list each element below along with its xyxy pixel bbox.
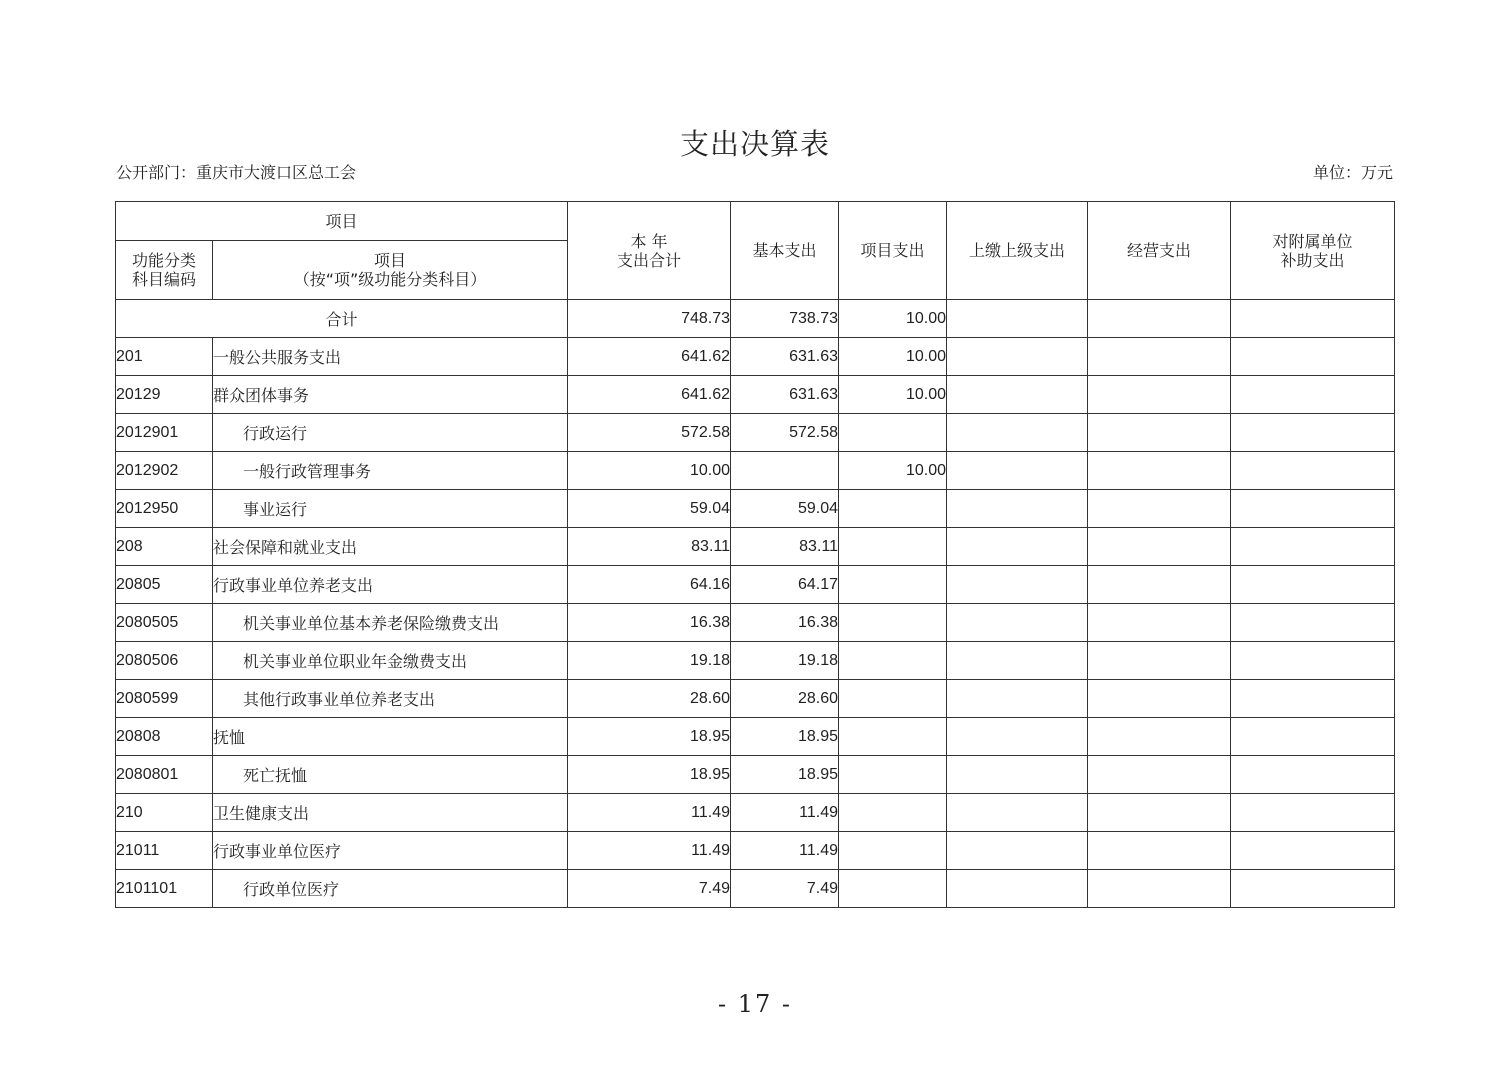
row-business: [1088, 566, 1231, 604]
row-total: 10.00: [568, 452, 731, 490]
row-business: [1088, 452, 1231, 490]
row-business: [1088, 528, 1231, 566]
row-total: 19.18: [568, 642, 731, 680]
row-name: 群众团体事务: [213, 376, 568, 414]
row-business: [1088, 338, 1231, 376]
row-basic: 18.95: [731, 756, 839, 794]
unit-label: 单位：万元: [1312, 163, 1393, 182]
row-code: 2080599: [116, 680, 213, 718]
row-name: 一般公共服务支出: [213, 338, 568, 376]
row-business: [1088, 794, 1231, 832]
row-name: 行政单位医疗: [213, 870, 568, 908]
row-code: 2012901: [116, 414, 213, 452]
row-subsidy: [1231, 870, 1395, 908]
row-code: 21011: [116, 832, 213, 870]
row-code: 2012950: [116, 490, 213, 528]
row-code: 201: [116, 338, 213, 376]
total-project: 10.00: [839, 300, 947, 338]
row-subsidy: [1231, 528, 1395, 566]
row-upper: [947, 756, 1088, 794]
row-name: 机关事业单位职业年金缴费支出: [213, 642, 568, 680]
row-upper: [947, 566, 1088, 604]
row-code: 20129: [116, 376, 213, 414]
row-basic: 19.18: [731, 642, 839, 680]
row-code: 20805: [116, 566, 213, 604]
row-basic: 83.11: [731, 528, 839, 566]
row-project: [839, 756, 947, 794]
row-basic: 631.63: [731, 338, 839, 376]
row-subsidy: [1231, 490, 1395, 528]
row-total: 11.49: [568, 832, 731, 870]
row-subsidy: [1231, 452, 1395, 490]
row-project: [839, 642, 947, 680]
total-upper: [947, 300, 1088, 338]
row-basic: 64.17: [731, 566, 839, 604]
row-name: 行政事业单位医疗: [213, 832, 568, 870]
row-subsidy: [1231, 604, 1395, 642]
row-upper: [947, 642, 1088, 680]
row-code: 2012902: [116, 452, 213, 490]
row-upper: [947, 870, 1088, 908]
department-label: 公开部门：重庆市大渡口区总工会: [116, 163, 357, 182]
row-subsidy: [1231, 718, 1395, 756]
row-project: [839, 680, 947, 718]
table-row: [116, 718, 1395, 756]
table-row: [116, 528, 1395, 566]
row-total: 18.95: [568, 756, 731, 794]
table-row: [116, 794, 1395, 832]
row-project: 10.00: [839, 452, 947, 490]
expenditure-table: [115, 201, 1395, 908]
total-subsidy: [1231, 300, 1395, 338]
row-project: [839, 490, 947, 528]
row-subsidy: [1231, 642, 1395, 680]
header-name: 项目 （按“项”级功能分类科目）: [213, 241, 568, 300]
row-code: 210: [116, 794, 213, 832]
row-project: 10.00: [839, 376, 947, 414]
row-code: 2080801: [116, 756, 213, 794]
row-business: [1088, 376, 1231, 414]
table-row: [116, 604, 1395, 642]
total-basic: 738.73: [731, 300, 839, 338]
row-total: 18.95: [568, 718, 731, 756]
row-subsidy: [1231, 794, 1395, 832]
row-total: 16.38: [568, 604, 731, 642]
row-subsidy: [1231, 832, 1395, 870]
row-project: 10.00: [839, 338, 947, 376]
row-name: 社会保障和就业支出: [213, 528, 568, 566]
row-subsidy: [1231, 414, 1395, 452]
table-row: [116, 756, 1395, 794]
row-code: 2080506: [116, 642, 213, 680]
table-row: [116, 832, 1395, 870]
total-row: [116, 300, 1395, 338]
row-subsidy: [1231, 680, 1395, 718]
total-label: 合计: [116, 300, 568, 338]
row-upper: [947, 490, 1088, 528]
header-total: 本 年 支出合计: [568, 202, 731, 300]
row-basic: 11.49: [731, 794, 839, 832]
row-name: 其他行政事业单位养老支出: [213, 680, 568, 718]
table-row: [116, 680, 1395, 718]
row-project: [839, 528, 947, 566]
header-code: 功能分类 科目编码: [116, 241, 213, 300]
total-business: [1088, 300, 1231, 338]
row-basic: 11.49: [731, 832, 839, 870]
header-business: 经营支出: [1088, 202, 1231, 300]
row-upper: [947, 832, 1088, 870]
row-basic: [731, 452, 839, 490]
row-name: 抚恤: [213, 718, 568, 756]
row-total: 59.04: [568, 490, 731, 528]
row-upper: [947, 718, 1088, 756]
table-row: [116, 338, 1395, 376]
row-business: [1088, 756, 1231, 794]
row-business: [1088, 718, 1231, 756]
row-upper: [947, 794, 1088, 832]
row-name: 死亡抚恤: [213, 756, 568, 794]
total-sum: 748.73: [568, 300, 731, 338]
row-name: 一般行政管理事务: [213, 452, 568, 490]
row-business: [1088, 604, 1231, 642]
row-name: 机关事业单位基本养老保险缴费支出: [213, 604, 568, 642]
row-basic: 631.63: [731, 376, 839, 414]
row-basic: 7.49: [731, 870, 839, 908]
row-subsidy: [1231, 376, 1395, 414]
row-basic: 16.38: [731, 604, 839, 642]
page-title: 支出决算表: [679, 127, 830, 161]
row-upper: [947, 338, 1088, 376]
table-row: [116, 490, 1395, 528]
row-upper: [947, 452, 1088, 490]
row-total: 641.62: [568, 338, 731, 376]
row-name: 卫生健康支出: [213, 794, 568, 832]
table-row: [116, 376, 1395, 414]
row-project: [839, 566, 947, 604]
table-row: [116, 642, 1395, 680]
row-business: [1088, 680, 1231, 718]
header-project: 项目支出: [839, 202, 947, 300]
row-upper: [947, 528, 1088, 566]
row-subsidy: [1231, 566, 1395, 604]
row-total: 641.62: [568, 376, 731, 414]
row-project: [839, 832, 947, 870]
row-project: [839, 794, 947, 832]
row-project: [839, 870, 947, 908]
row-upper: [947, 414, 1088, 452]
table-row: [116, 870, 1395, 908]
row-subsidy: [1231, 338, 1395, 376]
header-upper: 上缴上级支出: [947, 202, 1088, 300]
row-project: [839, 414, 947, 452]
row-code: 20808: [116, 718, 213, 756]
row-basic: 28.60: [731, 680, 839, 718]
row-total: 28.60: [568, 680, 731, 718]
header-project-group: 项目: [116, 202, 568, 241]
header-subsidy: 对附属单位 补助支出: [1231, 202, 1395, 300]
header-basic: 基本支出: [731, 202, 839, 300]
row-basic: 572.58: [731, 414, 839, 452]
row-basic: 59.04: [731, 490, 839, 528]
row-business: [1088, 414, 1231, 452]
row-name: 事业运行: [213, 490, 568, 528]
table-row: [116, 414, 1395, 452]
row-business: [1088, 870, 1231, 908]
row-upper: [947, 376, 1088, 414]
row-basic: 18.95: [731, 718, 839, 756]
row-total: 11.49: [568, 794, 731, 832]
table-row: [116, 452, 1395, 490]
row-total: 572.58: [568, 414, 731, 452]
row-business: [1088, 490, 1231, 528]
row-business: [1088, 832, 1231, 870]
row-name: 行政运行: [213, 414, 568, 452]
row-code: 208: [116, 528, 213, 566]
row-project: [839, 718, 947, 756]
row-total: 83.11: [568, 528, 731, 566]
row-business: [1088, 642, 1231, 680]
row-upper: [947, 604, 1088, 642]
row-total: 7.49: [568, 870, 731, 908]
row-project: [839, 604, 947, 642]
page-number: - 17 -: [717, 990, 792, 1018]
row-code: 2101101: [116, 870, 213, 908]
row-upper: [947, 680, 1088, 718]
table-row: [116, 566, 1395, 604]
row-total: 64.16: [568, 566, 731, 604]
row-name: 行政事业单位养老支出: [213, 566, 568, 604]
row-code: 2080505: [116, 604, 213, 642]
row-subsidy: [1231, 756, 1395, 794]
